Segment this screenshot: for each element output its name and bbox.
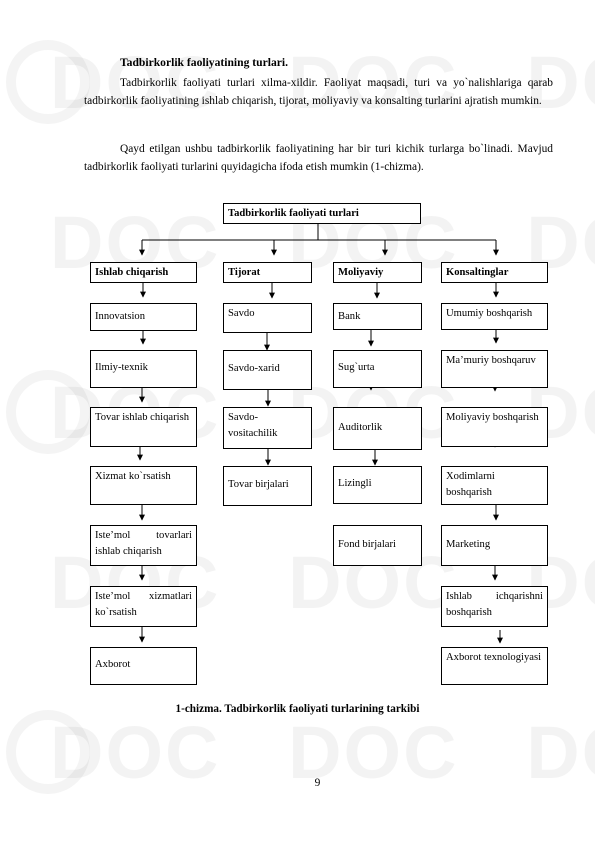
diagram-box: Tovar birjalari xyxy=(223,466,312,506)
column-header-tijorat: Tijorat xyxy=(223,262,312,283)
diagram-box: Innovatsion xyxy=(90,303,197,331)
column-header-konsaltinglar: Konsaltinglar xyxy=(441,262,548,283)
diagram-box: Savdo-vositachilik xyxy=(223,407,312,449)
diagram-box: Fond birjalari xyxy=(333,525,422,566)
column-header-ishlab-chiqarish: Ishlab chiqarish xyxy=(90,262,197,283)
paragraph: Tadbirkorlik faoliyati turlari xilma-xildir. Faoliyat maqsadi, turi va yo`nalishlariga qarab tadbirkorlik faoliyatining ishlab chiqarish, tijorat, moliyaviy va konsalting turlarini ajratish mumkin. xyxy=(84,77,553,107)
column-header-moliyaviy: Moliyaviy xyxy=(333,262,422,283)
diagram-box: Axborot xyxy=(90,647,197,685)
diagram-box: Xizmat ko`rsatish xyxy=(90,466,197,505)
diagram-box: Ma’muriy boshqaruv xyxy=(441,350,548,388)
diagram-box: Ishlab ichqarishni boshqarish xyxy=(441,586,548,627)
diagram-box: Lizingli xyxy=(333,466,422,504)
diagram-box: Iste’mol tovarlari ishlab chiqarish xyxy=(90,525,197,566)
diagram-box: Tovar ishlab chiqarish xyxy=(90,407,197,447)
diagram-root: Tadbirkorlik faoliyati turlari xyxy=(223,203,421,224)
diagram-box: Moliyaviy boshqarish xyxy=(441,407,548,447)
diagram-box: Ilmiy-texnik xyxy=(90,350,197,388)
diagram-box: Umumiy boshqarish xyxy=(441,303,548,330)
diagram-box: Iste’mol xizmatlari ko`rsatish xyxy=(90,586,197,627)
diagram-box: Bank xyxy=(333,303,422,330)
diagram-box: Axborot texnologiyasi xyxy=(441,647,548,685)
section-heading: Tadbirkorlik faoliyatining turlari. xyxy=(120,56,289,69)
diagram-box: Xodimlarni boshqarish xyxy=(441,466,548,505)
diagram-box: Sug`urta xyxy=(333,350,422,388)
paragraph: Qayd etilgan ushbu tadbirkorlik faoliyatining har bir turi kichik turlarga bo`linadi. Mavjud tadbirkorlik faoliyati turlarini quyidagicha ifoda etish mumkin (1-chizma). xyxy=(84,143,553,173)
diagram-box: Savdo xyxy=(223,303,312,333)
diagram-box: Marketing xyxy=(441,525,548,566)
diagram-box: Savdo-xarid xyxy=(223,350,312,390)
figure-caption: 1-chizma. Tadbirkorlik faoliyati turlarining tarkibi xyxy=(175,703,420,715)
diagram-box: Auditorlik xyxy=(333,407,422,450)
page-number: 9 xyxy=(314,777,321,789)
